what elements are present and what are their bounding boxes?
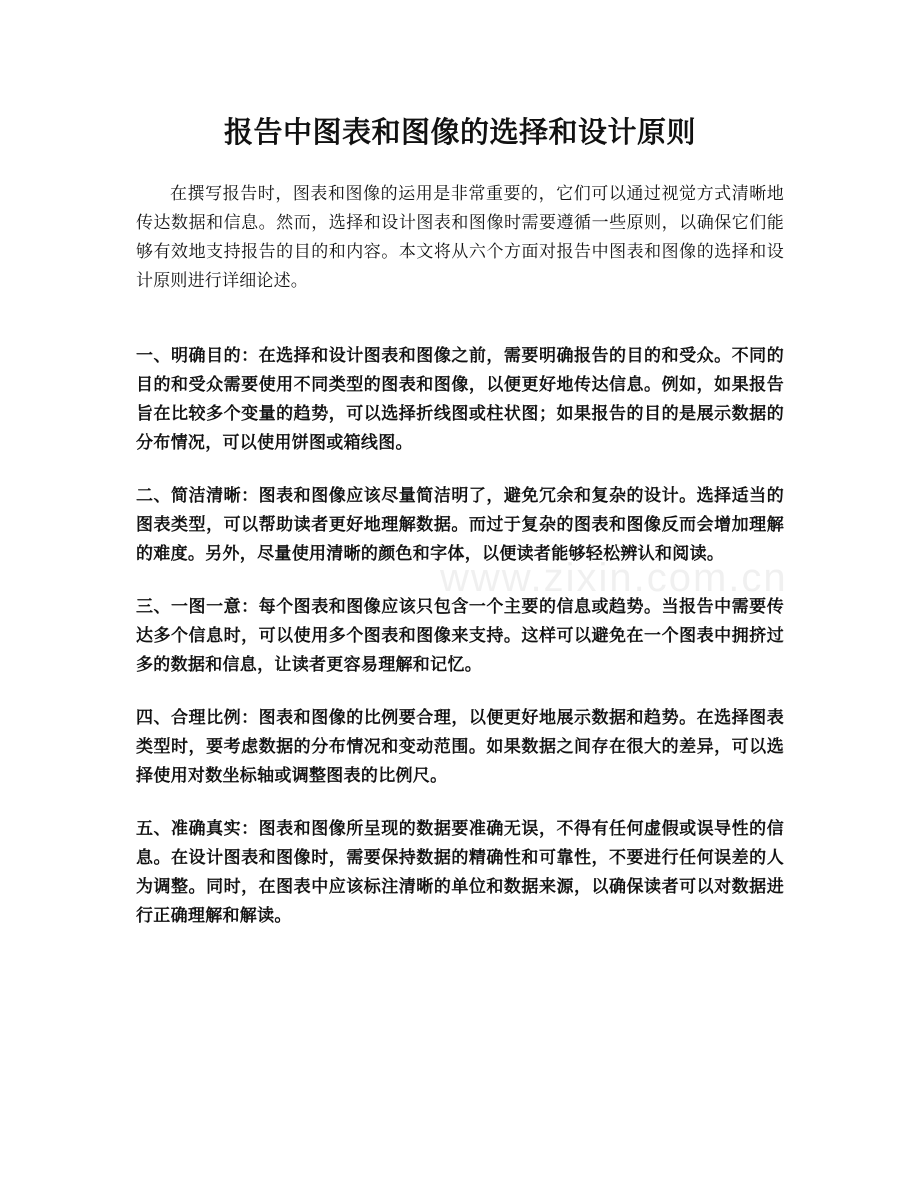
- sections-list: [136, 342, 784, 955]
- section-paragraph: 三、一图一意：每个图表和图像应该只包含一个主要的信息或趋势。当报告中需要传达多个信息时，可以使用多个图表和图像来支持。这样可以避免在一个图表中拥挤过多的数据和信息，让读者更容易理解和记忆。: [136, 597, 784, 675]
- section-paragraph: 四、合理比例：图表和图像的比例要合理，以便更好地展示数据和趋势。在选择图表类型时，要考虑数据的分布情况和变动范围。如果数据之间存在很大的差异，可以选择使用对数坐标轴或调整图表的比例尺。: [136, 708, 784, 786]
- section-paragraph: 一、明确目的：在选择和设计图表和图像之前，需要明确报告的目的和受众。不同的目的和受众需要使用不同类型的图表和图像，以便更好地传达信息。例如，如果报告旨在比较多个变量的趋势，可以选择折线图或柱状图；如果报告的目的是展示数据的分布情况，可以使用饼图或箱线图。: [136, 346, 784, 453]
- document-title: 报告中图表和图像的选择和设计原则: [223, 115, 696, 149]
- section-paragraph: 五、准确真实：图表和图像所呈现的数据要准确无误，不得有任何虚假或误导性的信息。在设计图表和图像时，需要保持数据的精确性和可靠性，不要进行任何误差的人为调整。同时，在图表中应该标注清晰的单位和数据来源，以确保读者可以对数据进行正确理解和解读。: [136, 819, 784, 926]
- section-paragraph: 二、简洁清晰：图表和图像应该尽量简洁明了，避免冗余和复杂的设计。选择适当的图表类型，可以帮助读者更好地理解数据。而过于复杂的图表和图像反而会增加理解的难度。另外，尽量使用清晰的颜色和字体，以便读者能够轻松辨认和阅读。: [136, 486, 784, 564]
- watermark: www.zixin.com.cn: [440, 556, 788, 600]
- intro-paragraph: 在撰写报告时，图表和图像的运用是非常重要的，它们可以通过视觉方式清晰地传达数据和信息。然而，选择和设计图表和图像时需要遵循一些原则，以确保它们能够有效地支持报告的目的和内容。本文将从六个方面对报告中图表和图像的选择和设计原则进行详细论述。: [136, 184, 784, 291]
